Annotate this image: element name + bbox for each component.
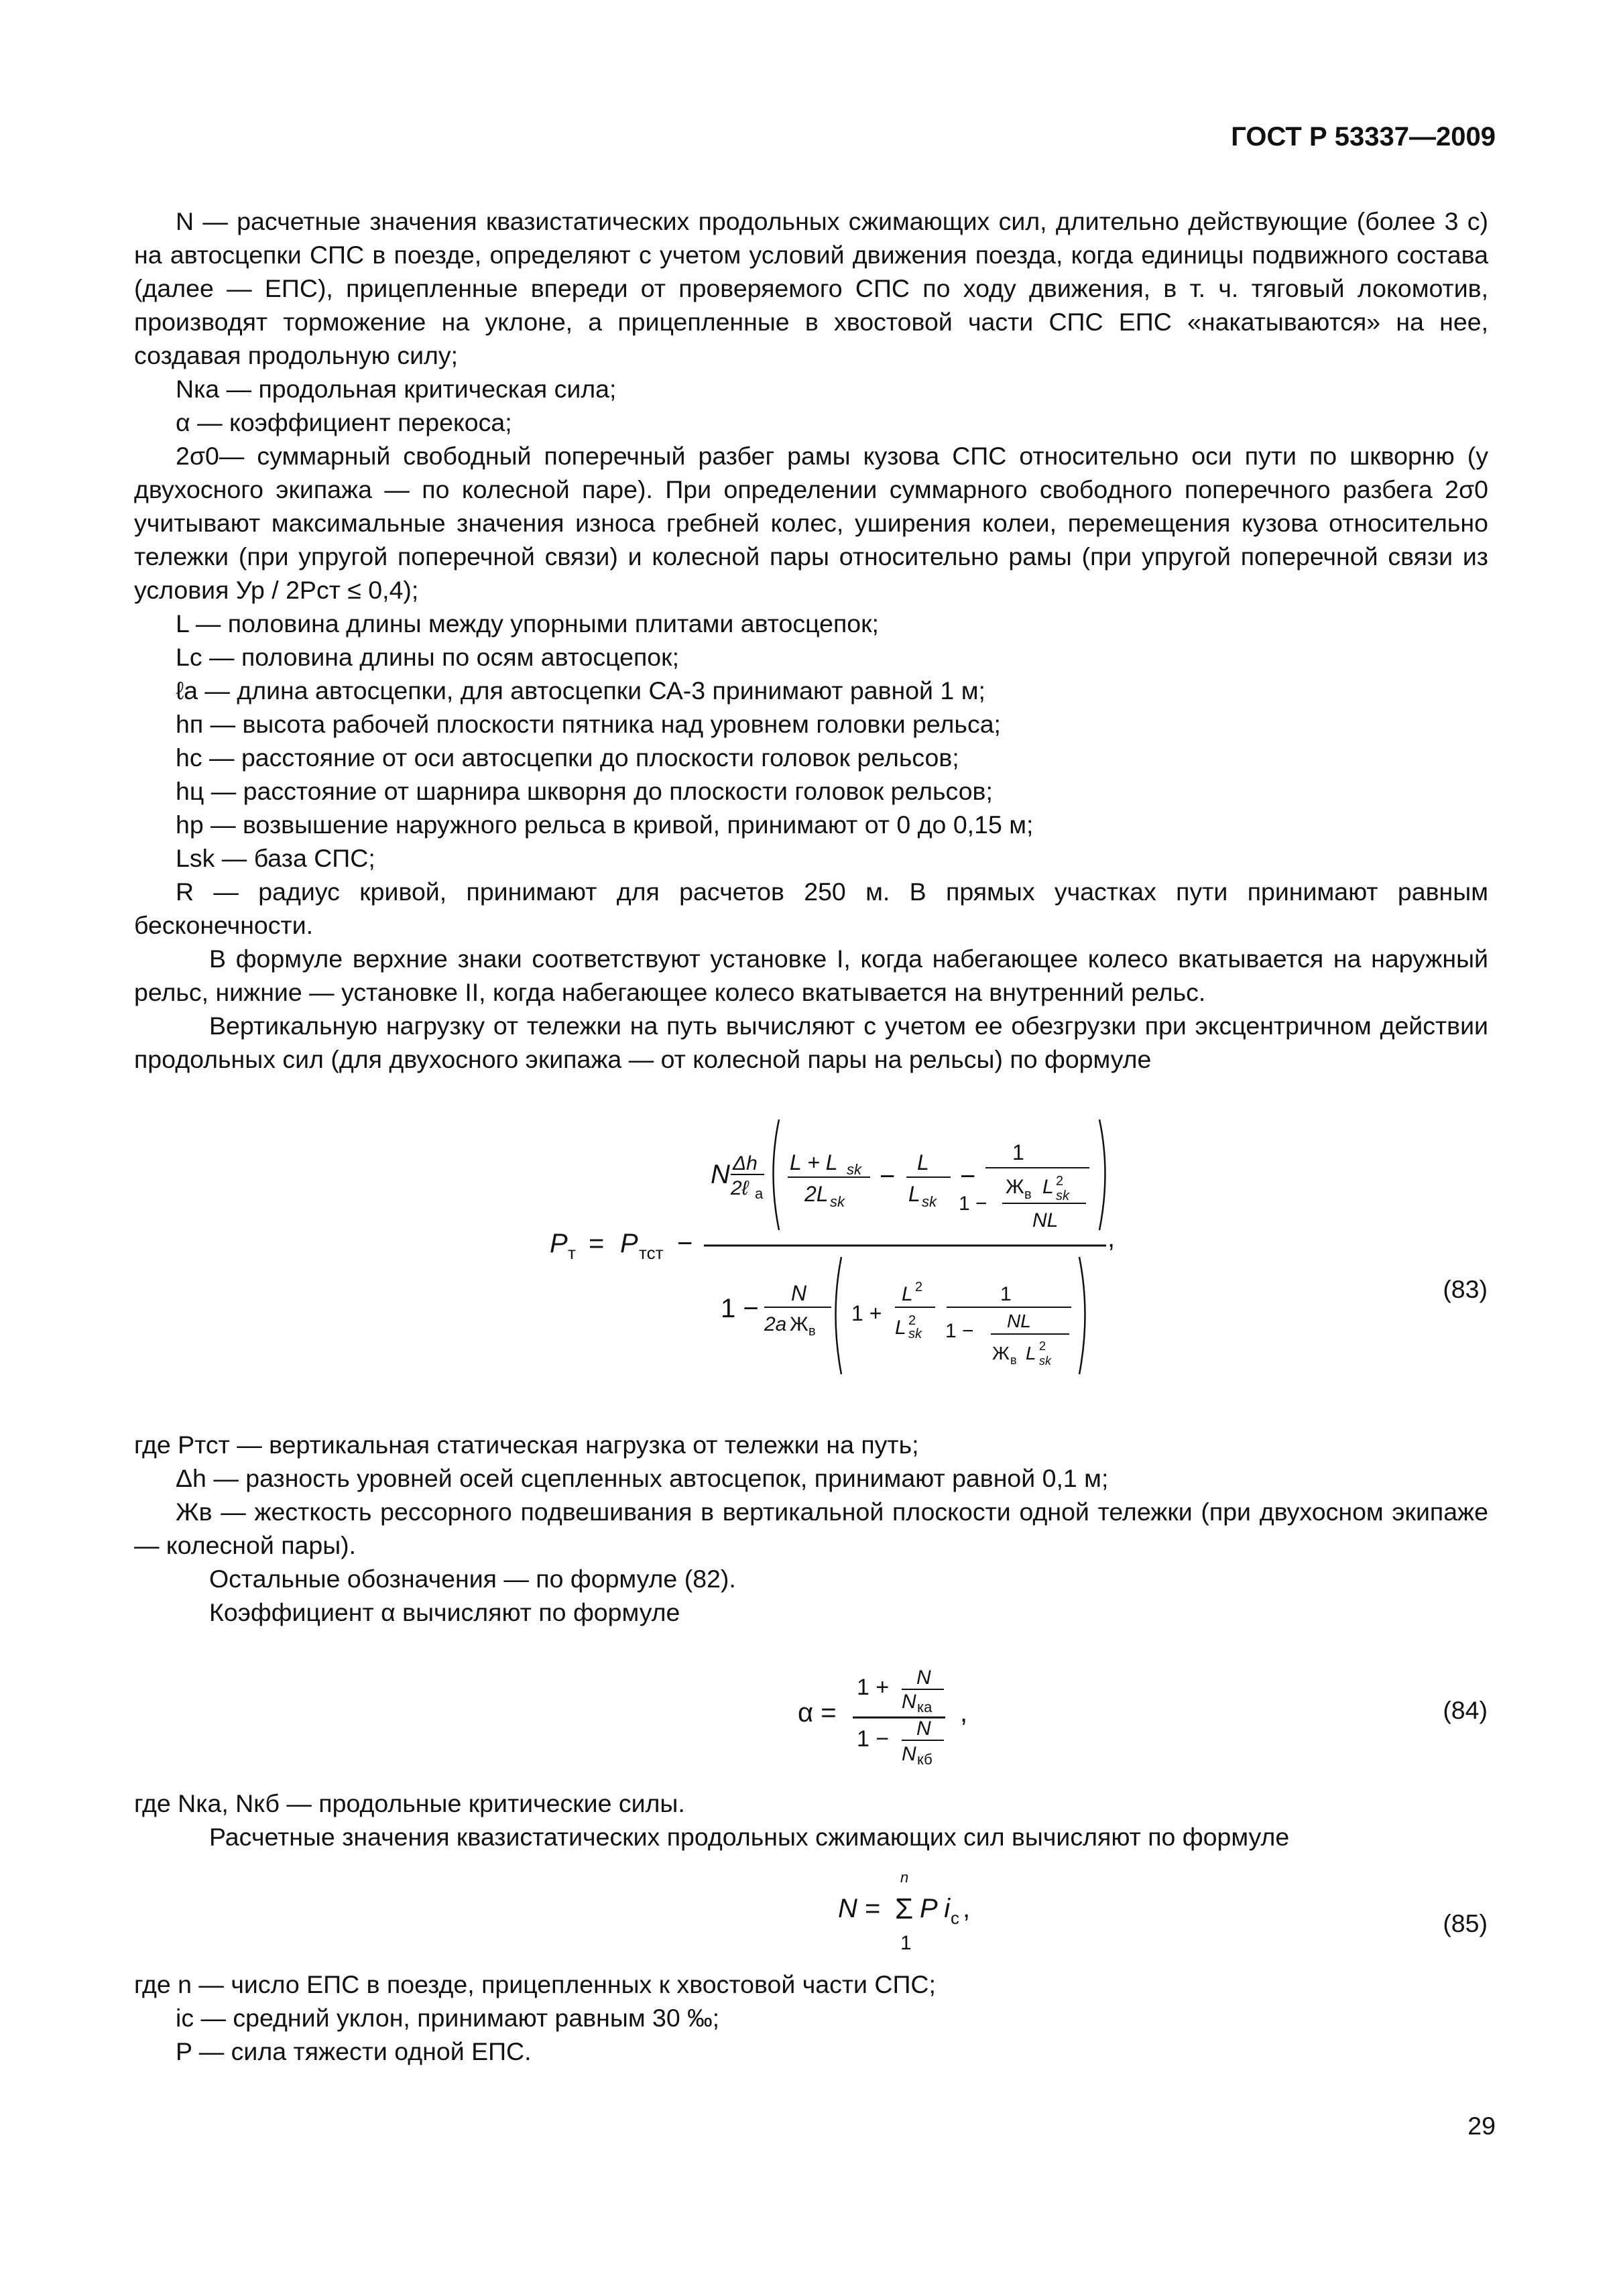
explanation-P: P — сила тяжести одной ЕПС. xyxy=(176,2037,532,2065)
svg-text:1: 1 xyxy=(1000,1283,1012,1305)
definition-Lc: Lс — половина длины по осям автосцепок; xyxy=(176,643,679,671)
svg-text:1: 1 xyxy=(1012,1140,1024,1164)
svg-text:2: 2 xyxy=(1056,1174,1064,1189)
svg-text:sk: sk xyxy=(830,1193,845,1210)
svg-text:L: L xyxy=(1042,1176,1054,1198)
definition-alpha: α — коэффициент перекоса; xyxy=(176,408,512,436)
svg-text:L: L xyxy=(902,1283,913,1305)
svg-text:N: N xyxy=(916,1667,931,1689)
svg-text:N: N xyxy=(902,1743,916,1765)
svg-text:N: N xyxy=(711,1160,730,1189)
svg-text:=: = xyxy=(865,1894,881,1923)
svg-text:n: n xyxy=(900,1869,909,1886)
svg-text:1 +: 1 + xyxy=(857,1675,890,1700)
svg-text:а: а xyxy=(755,1185,764,1202)
definition-hc: hс — расстояние от оси автосцепки до плоскости головок рельсов; xyxy=(176,743,959,772)
svg-text:Ж: Ж xyxy=(790,1313,808,1335)
svg-text:в: в xyxy=(808,1324,816,1339)
svg-text:1: 1 xyxy=(900,1932,912,1954)
svg-text:L: L xyxy=(908,1182,920,1206)
page-number: 29 xyxy=(1467,2112,1496,2140)
svg-text:P: P xyxy=(620,1229,638,1258)
formula-84-number: (84) xyxy=(1443,1696,1488,1724)
svg-text:Σ: Σ xyxy=(895,1892,914,1925)
formula-83-number: (83) xyxy=(1443,1275,1488,1303)
definition-la: ℓа — длина автосцепки, для автосцепки СА-3 принимают равной 1 м; xyxy=(176,676,985,705)
explanation-n: где n — число ЕПС в поезде, прицепленных к хвостовой части СПС; xyxy=(134,1970,936,1998)
formula-84-explanations xyxy=(134,1787,1488,1854)
explanation-Ptst: где Pтст — вертикальная статическая нагрузка от тележки на путь; xyxy=(134,1431,919,1459)
definition-hr: hр — возвышение наружного рельса в кривой, принимают от 0 до 0,15 м; xyxy=(176,810,1034,839)
svg-text:1 −: 1 − xyxy=(721,1294,759,1323)
svg-text:кб: кб xyxy=(917,1751,933,1768)
definition-N: N — расчетные значения квазистатических продольных сжимающих сил, длительно действующие (более 3 с) на автосцепки СПС в поезде, определяют с учетом условий движения поезда, когда единицы подвижного состава (далее — ЕПС), прицепленные впереди от проверяемого СПС по ходу движения, в т. ч. тяговый локомотив, производят торможение на уклоне, а прицепленные в хвостовой части СПС ЕПС «накатываются» на нее, создавая продольную силу; xyxy=(134,207,1488,369)
formula-85-explanations xyxy=(134,1968,1488,2068)
svg-text:1 −: 1 − xyxy=(857,1726,890,1752)
svg-text:Ж: Ж xyxy=(1006,1176,1024,1198)
definition-Lsk: Lsk — база СПС; xyxy=(176,844,375,872)
definition-Nka: Nка — продольная критическая сила; xyxy=(176,375,617,403)
svg-text:=: = xyxy=(589,1229,605,1258)
definition-R: R — радиус кривой, принимают для расчетов 250 м. В прямых участках пути принимают равным бесконечности. xyxy=(134,878,1488,939)
svg-text:в: в xyxy=(1024,1187,1032,1202)
svg-text:1 −: 1 − xyxy=(945,1320,974,1342)
svg-text:2L: 2L xyxy=(804,1182,829,1206)
svg-text:2: 2 xyxy=(915,1280,923,1294)
formula-85 xyxy=(0,1857,1623,1964)
svg-text:N: N xyxy=(838,1894,857,1923)
svg-text:N: N xyxy=(916,1717,931,1740)
svg-text:−: − xyxy=(960,1162,976,1191)
formula-83 xyxy=(0,1106,1623,1401)
svg-text:ка: ка xyxy=(917,1699,933,1715)
svg-text:−: − xyxy=(880,1162,896,1191)
svg-text:2: 2 xyxy=(908,1313,916,1328)
formula-84 xyxy=(0,1656,1623,1770)
svg-text:Δh: Δh xyxy=(733,1152,758,1174)
svg-text:L: L xyxy=(895,1317,906,1339)
svg-text:в: в xyxy=(1010,1353,1017,1367)
formula-84-graphic xyxy=(0,1656,1623,1770)
document-header: ГОСТ Р 53337—2009 xyxy=(1231,122,1496,152)
formula-85-number: (85) xyxy=(1443,1909,1488,1937)
explanation-Zhv: Жв — жесткость рессорного подвешивания в вертикальной плоскости одной тележки (при двухосном экипаже — колесной пары). xyxy=(134,1498,1488,1559)
paragraph-N-calc: Расчетные значения квазистатических продольных сжимающих сил вычисляют по формуле xyxy=(209,1823,1290,1851)
definition-2sigma0: 2σ0— суммарный свободный поперечный разбег рамы кузова СПС относительно оси пути по шкворню (у двухосного экипажа — по колесной паре). При определении суммарного свободного поперечного разбега 2σ0 учитывают максимальные значения износа гребней колес, уширения колеи, перемещения кузова относительно тележки (при упругой поперечной связи) и колесной пары относительно рамы (при упругой поперечной связи из условия Ур / 2Pст ≤ 0,4); xyxy=(134,442,1488,604)
explanation-Nka-Nkb: где Nка, Nкб — продольные критические силы. xyxy=(134,1789,685,1817)
svg-text:L: L xyxy=(1026,1343,1036,1364)
paragraph-alpha-calc: Коэффициент α вычисляют по формуле xyxy=(209,1598,680,1626)
svg-text:sk: sk xyxy=(1039,1354,1051,1368)
definition-hp: hп — высота рабочей плоскости пятника над уровнем головки рельса; xyxy=(176,710,1001,738)
svg-text:N: N xyxy=(791,1281,807,1305)
svg-text:с: с xyxy=(951,1908,959,1928)
svg-text:,: , xyxy=(960,1698,968,1728)
svg-text:−: − xyxy=(677,1229,693,1258)
formula-83-explanations xyxy=(134,1428,1488,1629)
svg-text:тст: тст xyxy=(639,1243,664,1263)
svg-text:2ℓ: 2ℓ xyxy=(731,1177,749,1199)
explanation-ic: iс — средний уклон, принимают равным 30 ‰; xyxy=(176,2004,720,2032)
formula-85-graphic xyxy=(0,1857,1623,1964)
definition-hts: hц — расстояние от шарнира шкворня до плоскости головок рельсов; xyxy=(176,777,993,805)
svg-text:L: L xyxy=(917,1150,929,1174)
svg-text:,: , xyxy=(963,1894,971,1923)
svg-text:2: 2 xyxy=(1039,1339,1046,1353)
svg-text:sk: sk xyxy=(847,1161,861,1178)
svg-text:,: , xyxy=(1107,1223,1116,1253)
definitions-block xyxy=(134,204,1488,1076)
svg-text:P i: P i xyxy=(920,1894,951,1923)
svg-text:sk: sk xyxy=(922,1193,937,1210)
paragraph-other-notation: Остальные обозначения — по формуле (82). xyxy=(209,1565,736,1593)
formula-83-graphic xyxy=(0,1106,1623,1401)
paragraph-signs: В формуле верхние знаки соответствуют установке I, когда набегающее колесо вкатывается на наружный рельс, нижние — установке II, когда набегающее колесо вкатывается на внутренний рельс. xyxy=(134,945,1488,1006)
svg-text:P: P xyxy=(550,1229,568,1258)
svg-text:N: N xyxy=(902,1691,916,1713)
paragraph-vertical-load: Вертикальную нагрузку от тележки на путь вычисляют с учетом ее обезгрузки при эксцентричном действии продольных сил (для двухосного экипажа — от колесной пары на рельсы) по формуле xyxy=(134,1012,1488,1073)
svg-text:sk: sk xyxy=(908,1327,922,1341)
svg-text:NL: NL xyxy=(1007,1311,1031,1331)
explanation-delta-h: Δh — разность уровней осей сцепленных автосцепок, принимают равной 0,1 м; xyxy=(176,1464,1109,1492)
svg-text:α =: α = xyxy=(798,1698,837,1728)
svg-text:L + L: L + L xyxy=(790,1150,838,1174)
definition-L: L — половина длины между упорными плитами автосцепок; xyxy=(176,609,879,638)
svg-text:1 −: 1 − xyxy=(959,1193,987,1215)
svg-text:NL: NL xyxy=(1032,1209,1059,1231)
svg-text:sk: sk xyxy=(1056,1189,1069,1203)
svg-text:2a: 2a xyxy=(764,1313,787,1335)
svg-text:1 +: 1 + xyxy=(851,1301,882,1325)
svg-text:Ж: Ж xyxy=(992,1343,1010,1364)
svg-text:т: т xyxy=(568,1243,576,1263)
